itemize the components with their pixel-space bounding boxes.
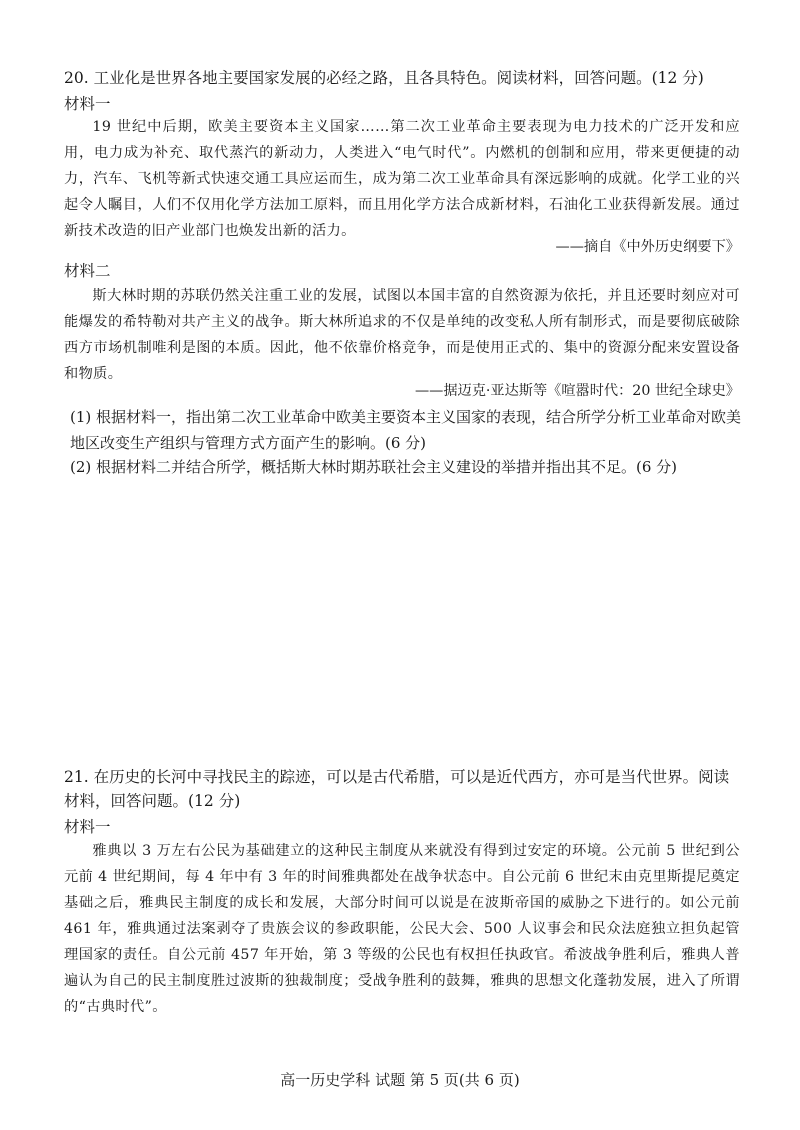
q20-material-2-source: ——据迈克·亚达斯等《喧嚣时代：20 世纪全球史》 (414, 383, 740, 399)
q20-title: 20. 工业化是世界各地主要国家发展的必经之路，且各具特色。阅读材料，回答问题。(12 分) (64, 69, 704, 87)
page-footer: 高一历史学科 试题 第 5 页(共 6 页) (280, 1071, 520, 1089)
q20-material-2-text: 斯大林时期的苏联仍然关注重工业的发展，试图以本国丰富的自然资源为依托，并且还要时刻应对可能爆发的希特勒对共产主义的战争。斯大林所追求的不仅是单纯的改变私人所有制形式，而是要彻底破除西方市场机制唯利是图的本质。因此，他不依靠价格竞争，而是使用正式的、集中的资源分配来安置设备和物质。 (64, 288, 740, 382)
q20-material-1-text: 19 世纪中后期，欧美主要资本主义国家……第二次工业革命主要表现为电力技术的广泛开发和应用，电力成为补充、取代蒸汽的新动力，人类进入“电气时代”。内燃机的创制和应用，带来更便捷的动力，汽车、飞机等新式快速交通工具应运而生，成为第二次工业革命具有深远影响的成就。化学工业的兴起令人瞩目，人们不仅用化学方法加工原料，而且用化学方法合成新材料，石油化工业获得新发展。通过新技术改造的旧产业部门也焕发出新的活力。 (64, 119, 740, 239)
q20-material-1-source: ——摘自《中外历史纲要下》 (555, 239, 740, 255)
q21-material-1-text: 雅典以 3 万左右公民为基础建立的这种民主制度从来就没有得到过安定的环境。公元前 5 世纪到公元前 4 世纪期间，每 4 年中有 3 年的时间雅典都处在战争状态中。自公元前 6 世纪末由克里斯提尼奠定基础之后，雅典民主制度的成长和发展，大部分时间可以说是在波斯帝国的威胁之下进行的。如公元前 461 年，雅典通过法案剥夺了贵族会议的参政职能，公民大会、500 人议事会和民众法庭独立担负起管理国家的责任。自公元前 457 年开始，第 3 等级的公民也有权担任执政官。希波战争胜利后，雅典人普遍认为自己的民主制度胜过波斯的独裁制度；受战争胜利的鼓舞，雅典的思想文化蓬勃发展，进入了所谓的“古典时代”。 (64, 843, 740, 1015)
q20-material-1-label: 材料一 (64, 95, 111, 113)
q20-material-2-label: 材料二 (64, 262, 111, 280)
q20-sub-question-2: (2) 根据材料二并结合所学，概括斯大林时期苏联社会主义建设的举措并指出其不足。(6 分) (70, 458, 678, 476)
q20-sub-question-1: (1) 根据材料一，指出第二次工业革命中欧美主要资本主义国家的表现，结合所学分析工业革命对欧美地区改变生产组织与管理方式方面产生的影响。(6 分) (70, 408, 742, 452)
q21-material-1-label: 材料一 (64, 818, 111, 836)
q21-title: 21. 在历史的长河中寻找民主的踪迹，可以是古代希腊，可以是近代西方，亦可是当代世界。阅读材料，回答问题。(12 分) (64, 768, 730, 810)
